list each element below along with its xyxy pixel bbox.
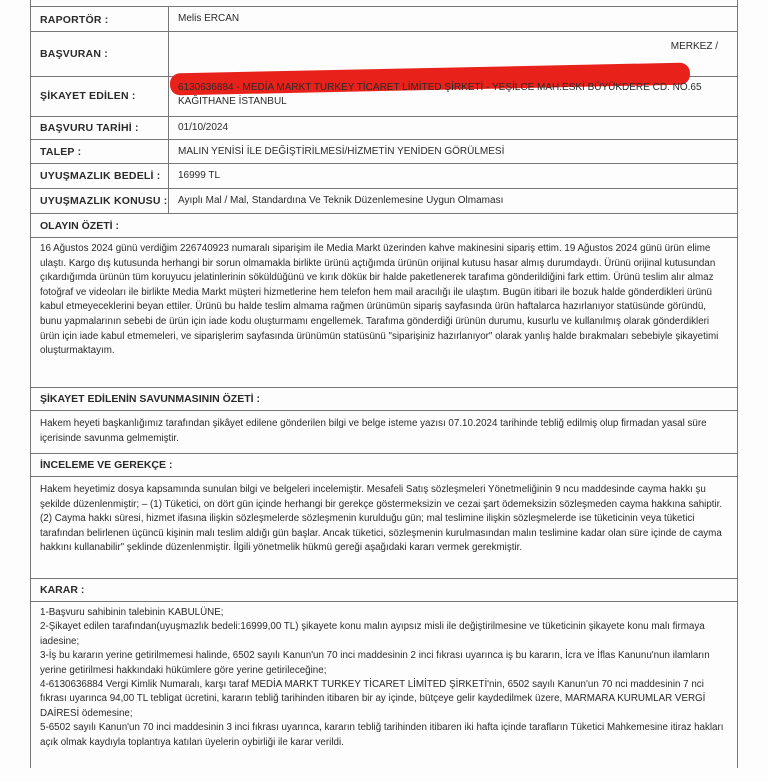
konu-row [30, 189, 738, 214]
karar-item: 4-6130636884 Vergi Kimlik Numaralı, karşı taraf MEDİA MARKT TURKEY TİCARET LİMİTED ŞİRKETİ'nin, 6502 sayılı Kanun'un 70 nci maddesinin 7 nci fıkrası uyarınca 94,00 TL tebligat ücretini, kararın tebliğ tarihinden itibaren bir ay içinde, bütçeye gelir kaydedilmek üzere, MARMARA KURUMLAR VERGİ DAİRESİ ödemesine; [40, 679, 706, 719]
konu-value: Ayıplı Mal / Mal, Standardına Ve Teknik Düzenlemesine Uygun Olmaması [178, 195, 504, 206]
basvuru-tarihi-row [30, 117, 738, 140]
karar-title-row [30, 579, 738, 602]
savunma-title: ŞİKAYET EDİLENİN SAVUNMASININ ÖZETİ : [40, 393, 260, 405]
inceleme-title-row [30, 454, 738, 477]
karar-item: 3-İş bu kararın yerine getirilmemesi halinde, 6502 sayılı Kanun'un 70 inci maddesinin 2 inci fıkrası uyarınca iş bu kararın, İcra ve İflas Kanunu'nun ilamların yerine getirilmesi hakkındaki hükümlere göre yerine getirileceğine; [40, 650, 710, 676]
basvuran-value: MERKEZ / [670, 41, 718, 52]
bedel-row [30, 164, 738, 189]
inceleme-body-row [30, 477, 738, 579]
karar-list [40, 606, 730, 750]
basvuran-label: BAŞVURAN : [40, 48, 108, 60]
karar-title: KARAR : [40, 584, 85, 596]
olay-title: OLAYIN ÖZETİ : [40, 220, 119, 232]
konu-label: UYUŞMAZLIK KONUSU : [40, 195, 168, 207]
sikayet-edilen-row [30, 77, 738, 117]
sikayet-edilen-label: ŞİKAYET EDİLEN : [40, 90, 136, 102]
bedel-label: UYUŞMAZLIK BEDELİ : [40, 170, 161, 182]
basvuran-row [30, 32, 738, 77]
karar-item: 1-Başvuru sahibinin talebinin KABULÜNE; [40, 607, 224, 618]
talep-value: MALIN YENİSİ İLE DEĞİŞTİRİLMESİ/HİZMETİN YENİDEN GÖRÜLMESİ [178, 146, 505, 157]
sikayet-edilen-value: 6130636884 - MEDİA MARKT TURKEY TİCARET LİMİTED ŞİRKETİ - YEŞİLCE MAH.ESKİ BÜYÜKDERE CD. NO.65 KAĞITHANE İSTANBUL [178, 82, 702, 107]
raportor-label: RAPORTÖR : [40, 14, 109, 26]
basvuru-tarihi-value: 01/10/2024 [178, 122, 229, 133]
talep-label: TALEP : [40, 146, 82, 158]
inceleme-text: Hakem heyetimiz dosya kapsamında sunulan bilgi ve belgeleri incelemiştir. Mesafeli Satış sözleşmeleri Yönetmeliğinin 9 ncu maddesinde cayma hakkı şu şekilde düzenlenmiştir; – (1) Tüketici, on dört gün içinde herhangi bir gerekçe göstermeksizin ve cezai şart ödemeksizin sözleşmeden cayma hakkına sahiptir. (2) Cayma hakkı süresi, hizmet ifasına ilişkin sözleşmelerde sözleşmenin kurulduğu gün; mal teslimine ilişkin sözleşmelerde ise tüketicinin veya tüketici tarafından belirlenen üçüncü kişinin malı teslim aldığı gün başlar. Ancak tüketici, sözleşmenin kurulmasından malın teslimine kadar olan süre içinde de cayma hakkını kullanabilir" şeklinde düzenlenmiştir. İlgili yönetmelik hükmü gereği aşağıdaki kararı vermek gerekmiştir. [40, 484, 723, 554]
olay-title-row [30, 214, 738, 238]
talep-row [30, 140, 738, 164]
karar-body-row [30, 602, 738, 782]
raportor-row [30, 6, 738, 32]
olay-text: 16 Ağustos 2024 günü verdiğim 226740923 numaralı siparişim ile Media Markt üzerinden kahve makinesini sipariş ettim. 19 Ağustos 2024 günü ürün elime ulaştı. Kargo dış kutusunda herhangi bir sorun olmamakla birlikte ürünü açtığımda ürünün orijinal kutusu hasar almış durumdaydı. Ürünü orijinal kutusundan çıkardığımda ürünün tüm koruyucu jelatinlerinin söküldüğünü ve kırık döküк bir halde paketlenerek tarafıma gönderildiğini fark ettim. Ürünü teslim alır almaz fotoğraf ve videoları ile birlikte Media Markt müşteri hizmetlerine hem telefon hem mail aracılığı ile ulaştım. Bugün itibari ile bozuk halde gönderdikleri ürünü kabul etmeyeceklerini beyan ettiler. Ürünü bu halde teslim almama rağmen ürünümün sipariş sayfasında ürün haftalarca hazırlanıyor statüsünde göründü, bunu yapmalarının sebebi de ürün için iade kodu oluşturmamı engellemek. Tarafıma gönderdiği ürünün durumu, kusurlu ve kullanılmış olarak gönderdikleri ürün için iade kabul etmemeleri, ve siparişlerim sayfasında ürünümün statüsünü "siparişiniz hazırlanıyor" olarak yanlış halde bırakmaları sebebiyle şikayetimi oluşturmaktayım. [40, 243, 719, 357]
savunma-text: Hakem heyeti başkanlığımız tarafından şikâyet edilene gönderilen bilgi ve belge isteme yazısı 07.10.2024 tarihinde tebliğ edilmiş olup firmadan yasal süre içerisinde savunma gelmemiştir. [40, 418, 707, 444]
bedel-value: 16999 TL [178, 170, 221, 181]
karar-item: 2-Şikayet edilen tarafından(uyuşmazlık bedeli:16999,00 TL) şikayete konu malın ayıpsız misli ile değiştirilmesine ve tüketicinin şikayete konu malı firmaya iadesine; [40, 621, 705, 647]
olay-body-row [30, 238, 738, 388]
savunma-body-row [30, 411, 738, 454]
inceleme-title: İNCELEME VE GEREKÇE : [40, 459, 173, 471]
karar-item: 5-6502 sayılı Kanun'un 70 inci maddesinin 3 inci fıkrası uyarınca, kararın tebliğ tarihinden itibaren iki hafta içinde tarafların Tüketici Mahkemesine itiraz hakları açık olmak kaydıyla toplantıya katılan üyelerin oybirliği ile karar verildi. [40, 722, 724, 748]
savunma-title-row [30, 388, 738, 411]
basvuru-tarihi-label: BAŞVURU TARİHİ : [40, 122, 139, 134]
raportor-value: Melis ERCAN [178, 13, 240, 24]
decision-document [30, 0, 738, 768]
